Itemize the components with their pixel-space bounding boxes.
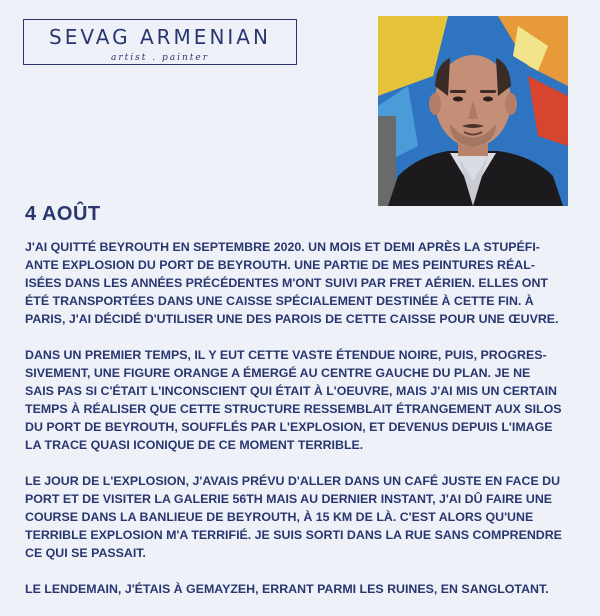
article-title: 4 AOÛT: [25, 203, 101, 225]
logo-name: SEVAG ARMENIAN: [49, 25, 271, 49]
paragraph: DANS UN PREMIER TEMPS, IL Y EUT CETTE VASTE ÉTENDUE NOIRE, PUIS, PROGRES- SIVEMENT, UNE FIGURE ORANGE A ÉMERGÉ AU CENTRE GAUCHE DU PLAN. JE NE SAIS PAS SI C'ÉTAIT L'INCONSCIENT QUI ÉTAIT À L'OEUVRE, MAIS J'AI MIS UN CERTAIN TEMPS À RÉALISER QUE CETTE STRUCTURE RESSEMBLAIT ÉTRANGEMENT AUX SILOS DU PORT DE BEYROUTH, SOUFFLÉS PAR L'EXPLOSION, ET DEVENUS DEPUIS L'IMAGE LA TRACE QUASI ICONIQUE DE CE MOMENT TERRIBLE.: [25, 348, 562, 452]
article-body: [25, 238, 585, 616]
paragraph: LE LENDEMAIN, J'ÉTAIS À GEMAYZEH, ERRANT PARMI LES RUINES, EN SANGLOTANT.: [25, 582, 549, 596]
logo: [23, 19, 297, 65]
logo-tagline: artist . painter: [110, 53, 210, 63]
portrait-photo: [378, 16, 568, 206]
paragraph: J'AI QUITTÉ BEYROUTH EN SEPTEMBRE 2020. UN MOIS ET DEMI APRÈS LA STUPÉFI- ANTE EXPLOSION DU PORT DE BEYROUTH. UNE PARTIE DE MES PEINTURES RÉAL- ISÉES DANS LES ANNÉES PRÉCÉDENTES M'ONT SUIVI PAR FRET AÉRIEN. ELLES ONT ÉTÉ TRANSPORTÉES DANS UNE CAISSE SPÉCIALEMENT DESTINÉE À CETTE FIN. À PARIS, J'AI DÉCIDÉ D'UTILISER UNE DES PAROIS DE CETTE CAISSE POUR UNE ŒUVRE.: [25, 240, 559, 326]
paragraph: LE JOUR DE L'EXPLOSION, J'AVAIS PRÉVU D'ALLER DANS UN CAFÉ JUSTE EN FACE DU PORT ET DE VISITER LA GALERIE 56TH MAIS AU DERNIER INSTANT, J'AI DÛ FAIRE UNE COURSE DANS LA BANLIEUE DE BEYROUTH, À 15 KM DE LÀ. C'EST ALORS QU'UNE TERRIBLE EXPLOSION M'A TERRIFIÉ. JE SUIS SORTI DANS LA RUE SANS COMPRENDRE CE QUI SE PASSAIT.: [25, 474, 562, 560]
